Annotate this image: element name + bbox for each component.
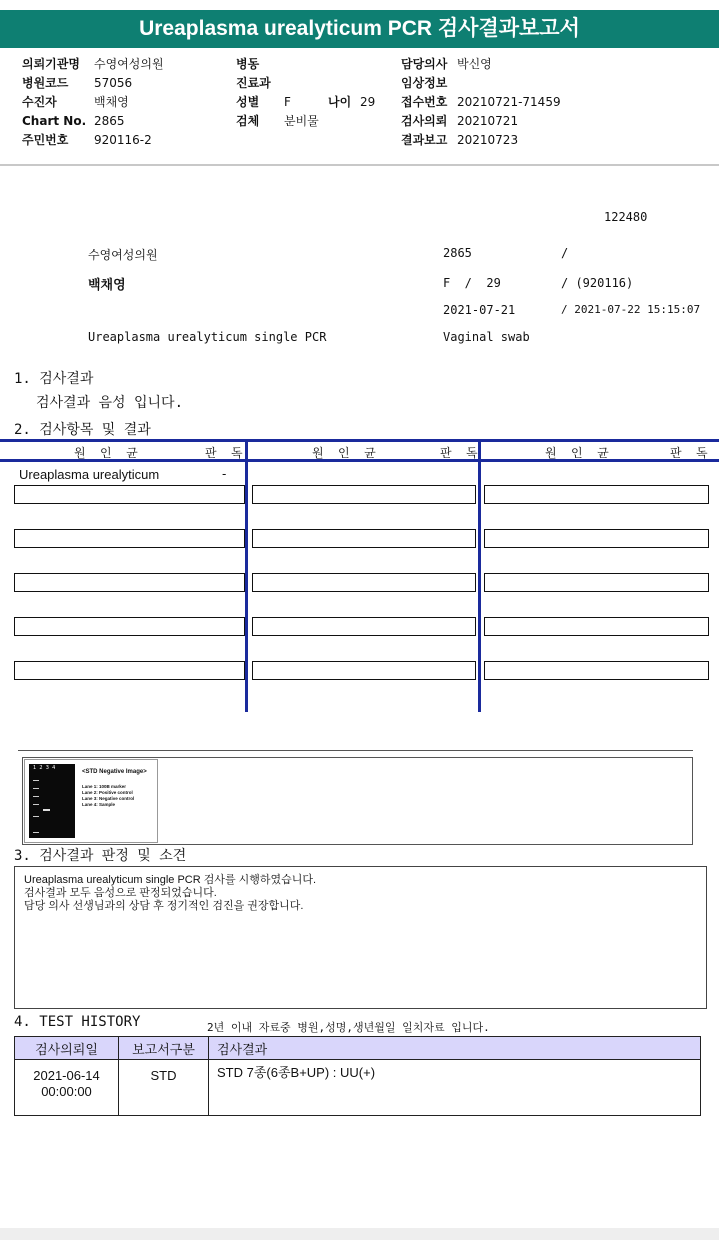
col2-judge-header: 판 독	[440, 446, 478, 460]
result-value: -	[222, 466, 227, 481]
empty-result-cell	[252, 573, 476, 592]
clinic-value: 수영여성의원	[94, 57, 164, 71]
results-table-divider-1	[245, 439, 248, 712]
history-col-result: 검사결과	[209, 1037, 701, 1060]
empty-result-cell	[484, 485, 709, 504]
header-col-2	[236, 55, 375, 131]
gel-legend-item: Lane 3: Negative control	[82, 796, 135, 801]
marker-band	[33, 780, 39, 781]
col3-pathogen-header: 원 인 균	[545, 446, 609, 460]
marker-band	[33, 804, 39, 805]
history-note: 2년 이내 자료중 병원,성명,생년월일 일치자료 입니다.	[207, 1021, 490, 1034]
report-sex-age: F / 29	[443, 276, 501, 290]
opinion-line: Ureaplasma urealyticum single PCR 검사를 시행하였습니다.	[24, 874, 317, 886]
empty-result-cell	[252, 617, 476, 636]
chart-no-label: Chart No.	[22, 114, 87, 128]
patient-label: 수진자	[22, 95, 57, 109]
opinion-line: 담당 의사 선생님과의 상담 후 정기적인 검진을 권장합니다.	[24, 900, 304, 912]
doctor-value: 박신영	[457, 57, 492, 71]
resident-no-label: 주민번호	[22, 133, 69, 147]
sex-value: F	[284, 95, 291, 109]
gel-legend-item: Lane 4: Sample	[82, 802, 116, 807]
empty-result-cell	[14, 485, 245, 504]
header-divider	[0, 164, 719, 166]
report-specimen: Vaginal swab	[443, 330, 530, 344]
history-col-date: 검사의뢰일	[15, 1037, 119, 1060]
receipt-no-label: 접수번호	[401, 95, 448, 109]
header-col-3	[401, 55, 561, 150]
marker-band	[33, 816, 39, 817]
empty-result-cell	[252, 485, 476, 504]
section2-heading: 2. 검사항목 및 결과	[14, 422, 151, 438]
opinion-box	[14, 866, 707, 1009]
col3-judge-header: 판 독	[670, 446, 708, 460]
results-table-top-rule	[0, 439, 719, 442]
gel-legend-item: Lane 2: Positive control	[82, 790, 133, 795]
ward-label: 병동	[236, 57, 260, 71]
opinion-line: 검사결과 모두 음성으로 판정되었습니다.	[24, 887, 217, 899]
result-pathogen: Ureaplasma urealyticum	[19, 467, 160, 482]
section1-heading: 1. 검사결과	[14, 371, 94, 387]
history-type: STD	[119, 1060, 209, 1116]
history-col-type: 보고서구분	[119, 1037, 209, 1060]
report-date-label: 결과보고	[401, 133, 448, 147]
empty-result-cell	[14, 661, 245, 680]
history-time: 00:00:00	[41, 1084, 92, 1099]
hospital-code-value: 57056	[94, 76, 133, 90]
marker-band	[33, 832, 39, 833]
col1-pathogen-header: 원 인 균	[74, 446, 138, 460]
report-id: 122480	[604, 210, 648, 224]
specimen-label: 검체	[236, 114, 260, 128]
clinical-info-label: 임상정보	[401, 76, 448, 90]
history-date-cell	[15, 1060, 119, 1116]
table-row	[15, 1060, 701, 1116]
history-date: 2021-06-14	[33, 1068, 100, 1083]
chart-no-value: 2865	[94, 114, 125, 128]
receipt-no-value: 20210721-71459	[457, 95, 561, 109]
empty-result-cell	[484, 529, 709, 548]
gel-top-rule	[18, 750, 693, 751]
section3-heading: 3. 검사결과 판정 및 소견	[14, 848, 187, 864]
section1-text: 검사결과 음성 입니다.	[36, 395, 184, 411]
col1-judge-header: 판 독	[205, 446, 243, 460]
gel-photo	[29, 764, 75, 838]
marker-band	[33, 788, 39, 789]
empty-result-cell	[252, 661, 476, 680]
col2-pathogen-header: 원 인 균	[312, 446, 376, 460]
positive-control-band	[43, 809, 50, 811]
empty-result-cell	[484, 661, 709, 680]
empty-result-cell	[484, 573, 709, 592]
marker-band	[33, 796, 39, 797]
request-date-value: 20210721	[457, 114, 519, 128]
report-test-name: Ureaplasma urealyticum single PCR	[88, 330, 327, 344]
request-date-label: 검사의뢰	[401, 114, 448, 128]
report-report-date: / 2021-07-22 15:15:07	[561, 303, 701, 316]
hospital-code-label: 병원코드	[22, 76, 69, 90]
gel-image	[24, 759, 158, 843]
sex-label: 성별	[236, 95, 260, 109]
empty-result-cell	[14, 617, 245, 636]
report-slash: /	[561, 246, 569, 260]
empty-result-cell	[14, 573, 245, 592]
report-clinic: 수영여성의원	[88, 248, 158, 262]
page-bottom-strip	[0, 1228, 719, 1240]
age-label: 나이	[328, 95, 352, 109]
report-title: Ureaplasma urealyticum PCR 검사결과보고서	[0, 10, 719, 48]
report-receive-date: 2021-07-21	[443, 303, 516, 317]
clinic-label: 의뢰기관명	[22, 57, 80, 71]
results-table-divider-2	[478, 439, 481, 712]
header-col-1	[22, 55, 164, 150]
gel-lane-numbers: 1 2 3 4	[33, 765, 56, 771]
gel-legend-item: Lane 1: 100B marker	[82, 784, 127, 789]
gel-legend	[82, 784, 134, 808]
history-result: STD 7종(6종B+UP) : UU(+)	[209, 1060, 701, 1116]
report-date-value: 20210723	[457, 133, 519, 147]
history-table	[14, 1036, 701, 1116]
empty-result-cell	[484, 617, 709, 636]
section4-heading: 4. TEST HISTORY	[14, 1014, 141, 1030]
specimen-value: 분비물	[284, 114, 319, 128]
dept-label: 진료과	[236, 76, 271, 90]
report-chart: 2865	[443, 246, 472, 260]
resident-no-value: 920116-2	[94, 133, 152, 147]
report-patient: 백채영	[88, 278, 126, 293]
report-birth: / (920116)	[561, 276, 634, 290]
doctor-label: 담당의사	[401, 57, 448, 71]
empty-result-cell	[252, 529, 476, 548]
age-value: 29	[360, 95, 376, 109]
empty-result-cell	[14, 529, 245, 548]
gel-title: <STD Negative Image>	[82, 769, 147, 775]
patient-value: 백채영	[94, 95, 129, 109]
